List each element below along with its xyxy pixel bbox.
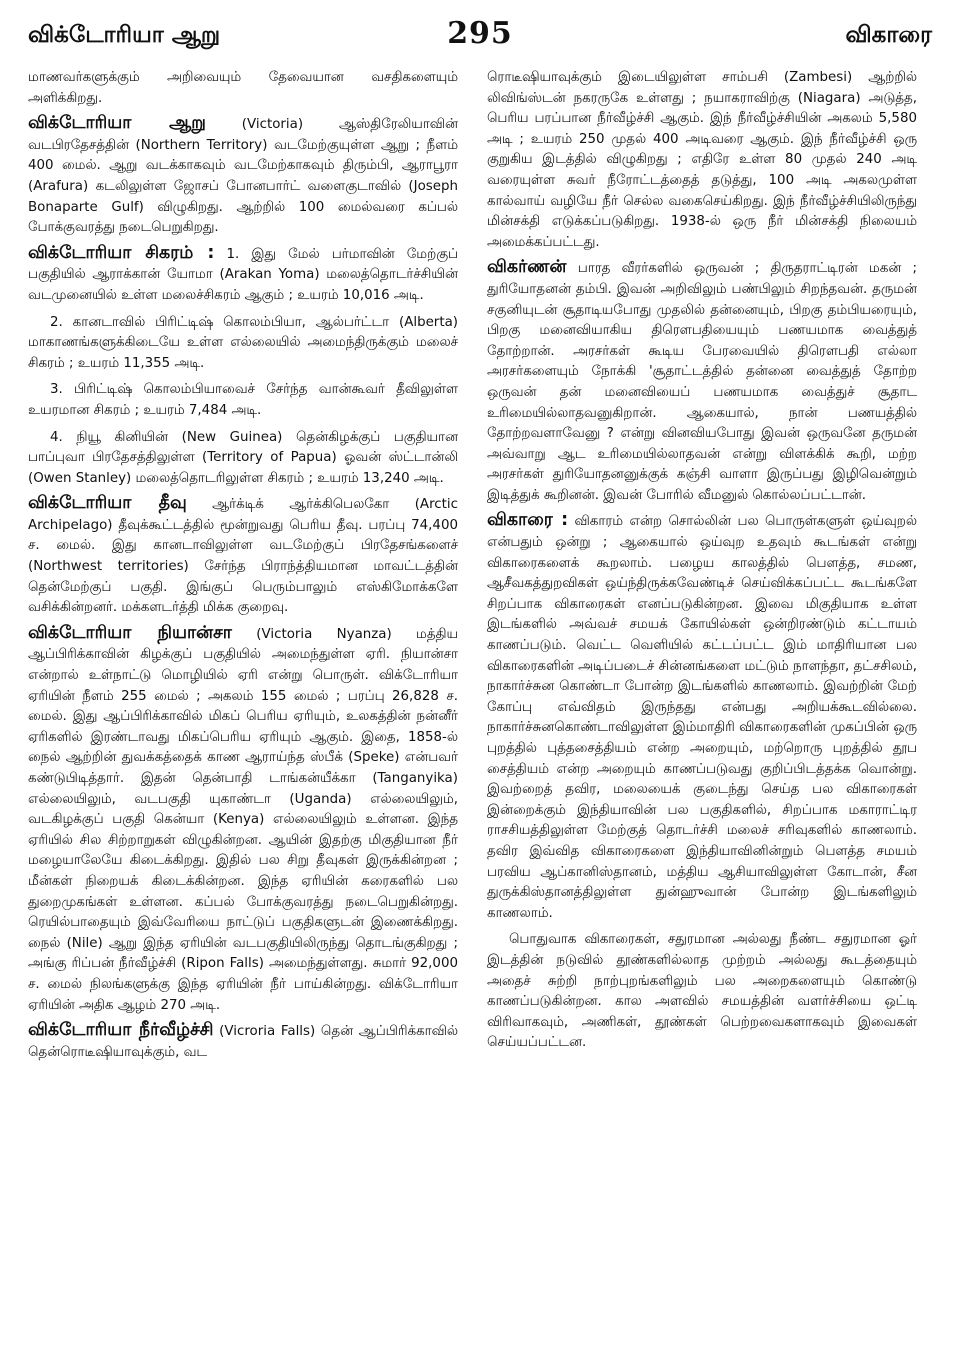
entry-text: ஆர்க்டிக் ஆர்க்கிபெலகோ (Arctic Archipelago) தீவுக்கூட்டத்தில் மூன்றுவது பெரிய தீவு. பரப்பு 74,400 ச. மைல். இது கானடாவிலுள்ள வடமேற்குப் பிரதேசங்களைச் (Northwest territories) சேர்ந்த பிராந்த்தியமான மாவட்டத்தின் தென்மேற்குப் பகுதி. இங்குப் பெரும்பாலும் எஸ்கிமோக்களே வசிக்கின்றனர். மக்களடர்த்தி மிக்க குறைவு. — [28, 497, 458, 616]
entry-text: 1. இது மேல் பர்மாவின் மேற்குப் பகுதியில் ஆராக்கான் யோமா (Arakan Yoma) மலைத்தொடர்ச்சியின் வடமுனையில் உள்ள மலைச்சிகரம் ஆகும் ; உயரம் 10,016 அடி. — [28, 246, 458, 303]
entry-text: ரொடீஷியாவுக்கும் இடையிலுள்ள சாம்பசி (Zambesi) ஆற்றில் லிவிங்ஸ்டன் நகரருகே உள்ளது ; நயாகராவிற்கு (Niagara) அடுத்த, பெரிய பரப்பான நீர்வீழ்ச்சி ஆகும். இந் நீர்வீழ்ச்சியின் அகலம் 5,580 அடி ; உயரம் 250 முதல் 400 அடிவரை ஆகும். இந் நீர்வீழ்ச்சி ஒரு குறுகிய இடத்தில் விழுகிறது ; எதிரே உள்ள 80 முதல் 240 அடி வரையுள்ள சுவர் நீரோட்டத்தைத் தடுத்து, 100 அடி அகலமுள்ள கால்வாய் வழியே நீர் செல்ல வகைசெய்கிறது. இந் நீர்வீழ்ச்சியிலிருந்து மின்சக்தி எடுக்கப்படுகிறது. 1938-ல் ஒரு நீர் மின்சக்தி நிலையம் அமைக்கப்பட்டது. — [487, 70, 917, 250]
entry-paragraph — [487, 257, 917, 506]
entry-text: (Victoria) ஆஸ்திரேலியாவின் வடபிரதேசத்தின் (Northern Territory) வடமேற்குயுள்ள ஆறு ; நீளம் 400 மைல். ஆறு வடக்காகவும் வடமேற்காகவும் திரும்பி, ஆராபூரா (Arafura) கடலிலுள்ள ஜோசப் போனபார்ட் வளைகுடாவில் (Joseph Bonaparte Gulf) விழுகிறது. ஆற்றில் 100 மைல்வரை கப்பல் போக்குவரத்து நடைபெறுகிறது. — [28, 117, 458, 236]
entry-headword: விகாரை : — [487, 510, 569, 531]
entry-text: மாணவர்களுக்கும் அறிவையும் தேவையான வசதிகளையும் அளிக்கிறது. — [28, 70, 458, 106]
running-head-right: விகாரை — [845, 22, 932, 48]
right-column — [487, 66, 917, 1348]
entry-text: (Vicroria Falls) தென் ஆப்பிரிக்காவில் தென்ரொடீஷியாவுக்கும், வட — [28, 1024, 458, 1060]
entry-headword: விக்டோரியா ஆறு — [28, 113, 206, 134]
entry-paragraph — [28, 243, 458, 307]
entry-paragraph — [28, 623, 458, 1016]
entry-paragraph — [487, 66, 917, 253]
entry-paragraph — [28, 113, 458, 239]
entry-text: பாரத வீரர்களில் ஒருவன் ; திருதராட்டிரன் மகன் ; துரியோதனன் தம்பி. இவன் அறிவிலும் பண்பிலும் சிறந்தவன். தருமன் சகுனியுடன் சூதாடியபோது முதலில் தன்னையும், பிறகு தம்பியரையும், பிறகு மனைவியாகிய திரௌபதியையும் பணயமாக வைத்துத் தோற்றான். அரசர்கள் கூடிய பேரவையில் திரௌபதி எல்லா அரசர்களையும் நோக்கி 'சூதாட்டத்தில் தன்னை வைத்துத் தோற்ற ஒருவன் தன் மனைவியைப் பணயமாக வைத்துச் சூதாட உரிமையில்லாதவனுகிறான். ஆகையால், நான் பணயத்தில் தோற்றவளாவேனு ? என்று வினவியபோது இவன் ஒருவனே தருமன் அவ்வாறு ஆட உரிமையில்லாதவன் என்று விளக்கிக் கூறி, மற்ற அரசர்கள் துரியோதனனுக்குக் கஞ்சி வாளா இருப்பது இழிவென்றும் இடித்துக் கூறினன். இவன் போரில் வீமனுல் கொல்லப்பட்டான். — [487, 261, 917, 503]
entry-paragraph — [28, 426, 458, 490]
page-number: 295 — [447, 16, 513, 51]
entry-paragraph — [28, 1020, 458, 1063]
page-header — [28, 16, 932, 56]
entry-paragraph — [28, 311, 458, 375]
entry-paragraph — [487, 928, 917, 1054]
entry-text: 2. கானடாவில் பிரிட்டிஷ் கொலம்பியா, ஆல்பர்ட்டா (Alberta) மாகாணங்களுக்கிடையே உள்ள எல்லையில் அமைந்திருக்கும் மலைச் சிகரம் ; உயரம் 11,355 அடி. — [28, 314, 458, 371]
entry-text: 4. நியூ கினியின் (New Guinea) தென்கிழக்குப் பகுதியான பாப்புவா பிரதேசத்திலுள்ள (Territory of Papua) ஓவன் ஸ்ட்டான்லி (Owen Stanley) மலைத்தொடரிலுள்ள சிகரம் ; உயரம் 13,240 அடி. — [28, 429, 458, 486]
entry-text: (Victoria Nyanza) மத்திய ஆப்பிரிக்காவின் கிழக்குப் பகுதியில் அமைந்துள்ள ஏரி. நியான்சா என்றால் உள்நாட்டு மொழியில் ஏரி என்று பொருள். விக்டோரியா ஏரியின் நீளம் 255 மைல் ; அகலம் 155 மைல் ; பரப்பு 26,828 ச. மைல். இது ஆப்பிரிக்காவில் மிகப் பெரிய ஏரியும், உலகத்தின் நன்னீர் ஏரிகளில் இரண்டாவது மிகப்பெரிய ஏரியும் ஆகும். இதை, 1858-ல் நைல் ஆற்றின் துவக்கத்தைக் காண ஆராய்ந்த ஸ்பீக் (Speke) என்பவர் கண்டுபிடித்தார். இதன் தென்பாதி டாங்கன்யீக்கா (Tanganyika) எல்லையிலும், வடபகுதி யுகாண்டா (Uganda) எல்லையிலும், வடகிழக்குப் பகுதி கென்யா (Kenya) எல்லையிலும் உள்ளன. இந்த ஏரியில் சில சிற்றாறுகள் விழுகின்றன. ஆயின் இதற்கு மிகுதியான நீர் மழையாலேயே கிடைக்கிறது. இதில் பல சிறு தீவுகள் இருக்கின்றன ; மீன்கள் நிறையக் கிடைக்கின்றன. இந்த ஏரியின் கரைகளில் பல துறைமுகங்கள் உள்ளன. கப்பல் போக்குவரத்து நடைபெறுகின்றது. ரெயில்பாதையும் இவ்வேரியை நாட்டுப் பகுதிகளுடன் இணைக்கிறது. நைல் (Nile) ஆறு இந்த ஏரியின் வடபகுதியிலிருந்து தொடங்குகிறது ; அங்கு ரிப்பன் நீர்வீழ்ச்சி (Ripon Falls) அமைந்துள்ளது. சுமார் 92,000 ச. மைல் நிலங்களுக்கு இந்த ஏரியின் நீர் பாய்கின்றது. விக்டோரியா ஏரியின் அதிக ஆழம் 270 அடி. — [28, 626, 458, 1013]
entry-paragraph — [28, 378, 458, 421]
entry-headword: விக்டோரியா தீவு — [28, 493, 187, 514]
running-head-left: விக்டோரியா ஆறு — [28, 22, 221, 48]
entry-headword: விக்டோரியா நியான்சா — [28, 622, 232, 643]
left-column — [28, 66, 458, 1348]
entry-text: 3. பிரிட்டிஷ் கொலம்பியாவைச் சேர்ந்த வான்கூவர் தீவிலுள்ள உயரமான சிகரம் ; உயரம் 7,484 அடி. — [28, 382, 458, 418]
entry-paragraph — [487, 510, 917, 924]
entry-paragraph — [28, 493, 458, 619]
entry-headword: விகர்ணன் — [487, 257, 567, 278]
entry-text: பொதுவாக விகாரைகள், சதுரமான அல்லது நீண்ட சதுரமான ஓர் இடத்தின் நடுவில் தூண்களில்லாத முற்றம் அல்லது கூடத்தையும் அதைச் சுற்றி நாற்புறங்களிலும் பல அறைகளையும் கொண்டு காணப்படுகின்றன. கால அளவில் சமயத்தின் வளர்ச்சியை ஒட்டி விரிவாகவும், அணிகள், தூண்கள் பெற்றவைகளாகவும் இவைகள் செய்யப்பட்டன. — [487, 932, 917, 1051]
entry-text: விகாரம் என்ற சொல்லின் பல பொருள்களுள் ஒய்வுறல் என்பதும் ஒன்று ; ஆகையால் ஒய்வுற உதவும் கூடங்கள் என்று விகாரைகளைக் கூறலாம். பழைய காலத்தில் பௌத்த, சமண, ஆசீவகத்துறவிகள் ஒய்ந்திருக்கவேண்டிச் செய்விக்கப்பட்ட கூடங்களே சிறப்பாக விகாரைகள் எனப்படுகின்றன. இவை மிகுதியாக உள்ள இடங்களில் அவ்வச் சமயக் கோயில்கள் ஒன்றிரண்டும் கட்டாயம் காணப்படும். வெட்ட வெளியில் கட்டப்பட்ட இம் மாதிரியான பல விகாரைகளின் அடிப்படைச் சின்னங்களை மட்டும் நாளந்தா, தட்சசிலம், நாகார்ச்சுன கொண்டா போன்ற இடங்களில் காணலாம். இவற்றின் மேற் கோப்பு எவ்விதம் இருந்தது என்பது அறியக்கூடவில்லை. நாகார்ச்சுனகொண்டாவிலுள்ள இம்மாதிரி விகாரைகளின் முகப்பின் ஒரு புறத்தில் புத்தசைத்தியம் என்ற அறையும், மற்றொரு புறத்தில் தூப சைத்தியம் என்ற அறையும் காணப்படுவது குறிப்பிடத்தக்க வொன்று. இவற்றைத் தவிர, மலையைக் குடைந்து செய்த பல விகாரைகள் இன்றைக்கும் இந்தியாவின் பல பகுதிகளில், சிறப்பாக மகாராட்டிர ராசசியத்திலுள்ள மேற்குத் தொடர்ச்சி மலைச் சரிவுகளில் காணலாம். தவிர இவ்வித விகாரைகளை இந்தியாவினின்றும் பௌத்த சமயம் பரவிய ஆப்கானிஸ்தானம், மத்திய ஆசியாவிலுள்ள கோடான், சீன துருக்கிஸ்தானத்திலுள்ள துன்ஹுவான் போன்ற இடங்களிலும் காணலாம். — [487, 514, 917, 921]
entry-headword: விக்டோரியா நீர்வீழ்ச்சி — [28, 1020, 214, 1041]
entry-headword: விக்டோரியா சிகரம் : — [28, 242, 215, 263]
entry-paragraph — [28, 66, 458, 109]
